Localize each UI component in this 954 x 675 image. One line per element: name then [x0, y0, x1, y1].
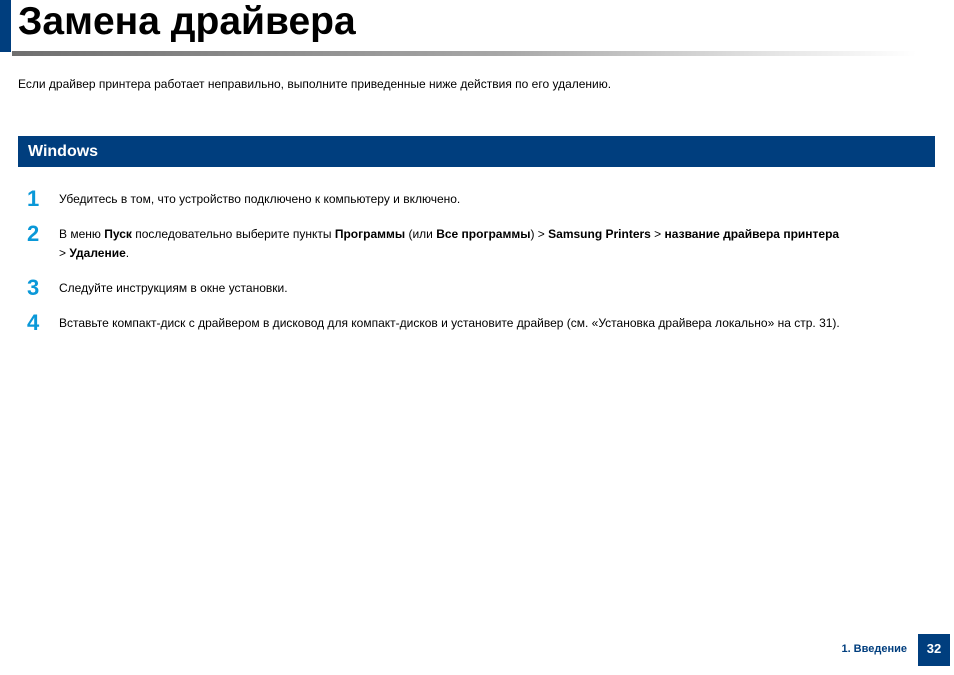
- step-number: 1: [27, 186, 40, 211]
- menu-uninstall: Удаление: [69, 246, 126, 260]
- intro-paragraph: Если драйвер принтера работает неправильно, выполните приведенные ниже действия по его удалению.: [18, 77, 612, 91]
- step-number: 4: [27, 310, 40, 335]
- footer-section-link[interactable]: 1. Введение: [841, 643, 907, 655]
- menu-all-programs: Все программы: [436, 227, 531, 241]
- menu-start: Пуск: [104, 227, 132, 241]
- title-underline: [12, 51, 917, 56]
- step-text-part: В меню: [59, 227, 105, 241]
- step-text: Убедитесь в том, что устройство подключено к компьютеру и включено.: [59, 192, 461, 206]
- step-text-part: (или: [405, 227, 437, 241]
- menu-driver-name: название драйвера принтера: [664, 227, 840, 241]
- step-text-part: ) >: [530, 227, 549, 241]
- step-text: [59, 225, 941, 263]
- title-accent-bar: [0, 0, 11, 52]
- menu-programs: Программы: [334, 227, 406, 241]
- step-text-part: >: [59, 246, 70, 260]
- step-text: Вставьте компакт-диск с драйвером в дисковод для компакт-дисков и установите драйвер (см. «Установка драйвера локально» на стр. 31).: [59, 316, 840, 330]
- step-text-part: >: [650, 227, 665, 241]
- section-title: Windows: [28, 143, 99, 160]
- page-number-badge: 32: [918, 634, 950, 666]
- section-header-windows: [18, 136, 935, 167]
- page-title: Замена драйвера: [18, 0, 356, 43]
- step-text-part: последовательно выберите пункты: [131, 227, 335, 241]
- menu-samsung-printers: Samsung Printers: [548, 227, 651, 241]
- step-number: 3: [27, 275, 40, 300]
- step-text: Следуйте инструкциям в окне установки.: [59, 281, 288, 295]
- step-number: 2: [27, 221, 40, 246]
- step-text-part: .: [125, 246, 130, 260]
